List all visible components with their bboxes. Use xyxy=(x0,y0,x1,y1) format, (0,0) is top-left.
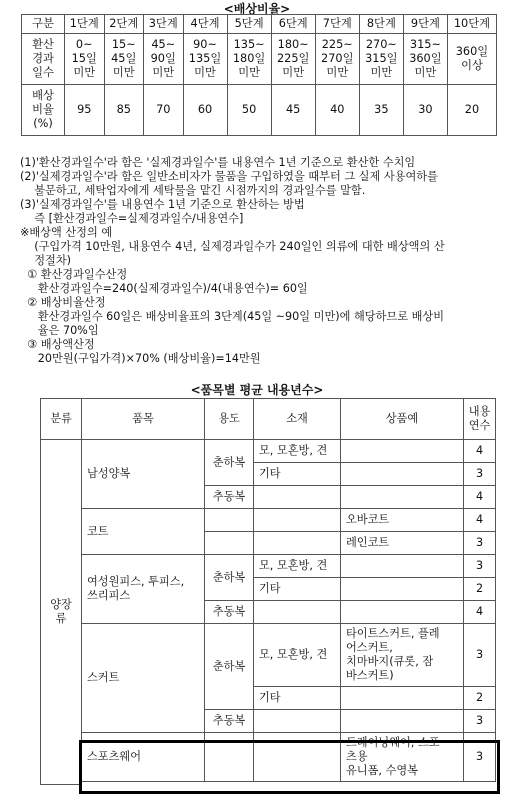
material-wool: 모, 모혼방, 견 xyxy=(254,440,341,463)
example-empty xyxy=(341,555,464,578)
material-empty xyxy=(254,601,341,624)
days-cell: 90~ 135일 미만 xyxy=(183,34,227,85)
days-cell: 0~ 15일 미만 xyxy=(65,34,105,85)
header-item: 품목 xyxy=(82,399,205,440)
item-sportswear: 스포츠웨어 xyxy=(82,733,205,782)
stage-cell: 7단계 xyxy=(315,15,359,34)
years-value: 2 xyxy=(464,687,496,710)
avg-years-table xyxy=(40,398,496,785)
stage-cell: 3단계 xyxy=(144,15,184,34)
note-line: ② 배상비율산정 xyxy=(20,296,106,309)
days-cell: 315~ 360일 미만 xyxy=(403,34,447,85)
years-value: 3 xyxy=(464,532,496,555)
days-cell: 135~ 180일 미만 xyxy=(227,34,271,85)
note-line: 정절차) xyxy=(20,254,72,267)
stage-cell: 2단계 xyxy=(104,15,144,34)
rate-cell: 60 xyxy=(183,85,227,136)
stage-cell: 4단계 xyxy=(183,15,227,34)
usage-spring: 춘하복 xyxy=(205,555,254,601)
example-overcoat: 오바코트 xyxy=(341,509,464,532)
rate-cell: 45 xyxy=(271,85,315,136)
stage-cell: 8단계 xyxy=(359,15,403,34)
years-value: 4 xyxy=(464,486,496,509)
stage-cell: 5단계 xyxy=(227,15,271,34)
usage-spring: 춘하복 xyxy=(205,440,254,486)
days-cell: 225~ 270일 미만 xyxy=(315,34,359,85)
note-line: 율은 70%임 xyxy=(20,324,99,337)
years-value: 3 xyxy=(464,555,496,578)
rate-cell: 35 xyxy=(359,85,403,136)
example-empty xyxy=(341,578,464,601)
rate-cell: 50 xyxy=(227,85,271,136)
note-line: (구입가격 10만원, 내용연수 4년, 실제경과일수가 240일인 의류에 대한 배상액의 산 xyxy=(20,240,445,253)
rate-cell: 40 xyxy=(315,85,359,136)
note-line: ③ 배상액산정 xyxy=(20,338,95,351)
note-line: 환산경과일수 60일은 배상비율표의 3단계(45일 ~90일 미만)에 해당하므로 배상비 xyxy=(20,310,445,323)
material-other: 기타 xyxy=(254,578,341,601)
stage-cell: 9단계 xyxy=(403,15,447,34)
note-line: (1)'환산경과일수'라 함은 '실제경과일수'를 내용연수 1년 기준으로 환산한 수치임 xyxy=(20,156,416,169)
years-value: 3 xyxy=(464,710,496,733)
usage-autumn: 추동복 xyxy=(205,601,254,624)
usage-empty xyxy=(205,509,254,532)
rate-table-title: <배상비율> xyxy=(223,2,291,16)
row-header-stage: 구분 xyxy=(22,15,65,34)
material-other: 기타 xyxy=(254,463,341,486)
example-sportswear: 트레이닝웨어, 스포 츠용 유니폼, 수영복 xyxy=(341,733,464,782)
note-line: (2)'실제경과일수'라 함은 일반소비자가 물품을 구입하였을 때부터 그 실제 사용여하를 xyxy=(20,170,438,183)
item-womens-dress: 여성원피스, 투피스, 쓰리피스 xyxy=(82,555,205,624)
material-other: 기타 xyxy=(254,687,341,710)
note-line: (3)'실제경과일수'를 내용연수 1년 기준으로 환산하는 방법 xyxy=(20,198,305,211)
note-line: 불문하고, 세탁업자에게 세탁물을 맡긴 시점까지의 경과일수를 말함. xyxy=(20,184,366,197)
note-line: ① 환산경과일수산정 xyxy=(20,268,128,281)
material-empty xyxy=(254,710,341,733)
example-empty xyxy=(341,687,464,710)
rate-cell: 30 xyxy=(403,85,447,136)
note-line: 환산경과일수=240(실제경과일수)/4(내용연수)= 60일 xyxy=(20,282,308,295)
usage-empty xyxy=(205,532,254,555)
item-coat: 코트 xyxy=(82,509,205,555)
example-empty xyxy=(341,486,464,509)
example-empty xyxy=(341,440,464,463)
rate-cell: 20 xyxy=(447,85,496,136)
days-row xyxy=(22,34,497,85)
note-line: ※배상액 산정의 예 xyxy=(20,226,113,239)
material-wool: 모, 모혼방, 견 xyxy=(254,624,341,687)
category-cell: 양장 류 xyxy=(41,440,82,785)
usage-spring: 춘하복 xyxy=(205,624,254,710)
row-header-days: 환산 경과 일수 xyxy=(22,34,65,85)
example-empty xyxy=(341,463,464,486)
stage-cell: 6단계 xyxy=(271,15,315,34)
stage-row xyxy=(22,15,497,34)
header-category: 분류 xyxy=(41,399,82,440)
years-value: 4 xyxy=(464,440,496,463)
years-value: 2 xyxy=(464,578,496,601)
note-line: 즉 [환산경과일수=실제경과일수/내용연수] xyxy=(20,212,244,225)
header-example: 상품예 xyxy=(341,399,464,440)
sportswear-highlight-box xyxy=(79,740,500,794)
rate-row xyxy=(22,85,497,136)
rate-cell: 70 xyxy=(144,85,184,136)
rate-cell: 85 xyxy=(104,85,144,136)
days-cell: 180~ 225일 미만 xyxy=(271,34,315,85)
days-cell: 45~ 90일 미만 xyxy=(144,34,184,85)
years-value: 4 xyxy=(464,601,496,624)
header-usage: 용도 xyxy=(205,399,254,440)
example-raincoat: 레인코트 xyxy=(341,532,464,555)
material-empty xyxy=(254,532,341,555)
days-cell: 360일 이상 xyxy=(447,34,496,85)
example-skirts: 타이트스커트, 플레 어스커트, 치마바지(큐롯, 잠 바스커트) xyxy=(341,624,464,687)
row-header-rate: 배상 비율 (%) xyxy=(22,85,65,136)
usage-autumn: 추동복 xyxy=(205,486,254,509)
item-skirt: 스커트 xyxy=(82,624,205,733)
notes-block xyxy=(20,156,506,366)
years-value: 3 xyxy=(464,463,496,486)
stage-cell: 1단계 xyxy=(65,15,105,34)
days-cell: 15~ 45일 미만 xyxy=(104,34,144,85)
days-cell: 270~ 315일 미만 xyxy=(359,34,403,85)
usage-autumn: 추동복 xyxy=(205,710,254,733)
item-mens-suit: 남성양복 xyxy=(82,440,205,509)
rate-cell: 95 xyxy=(65,85,105,136)
header-material: 소재 xyxy=(254,399,341,440)
example-empty xyxy=(341,710,464,733)
header-years: 내용 연수 xyxy=(464,399,496,440)
rate-table xyxy=(21,14,497,136)
note-line: 20만원(구입가격)×70% (배상비율)=14만원 xyxy=(20,352,261,365)
material-empty xyxy=(254,486,341,509)
years-value: 3 xyxy=(464,733,496,782)
avg-table-title: <품목별 평균 내용년수> xyxy=(190,383,324,397)
years-value: 4 xyxy=(464,509,496,532)
material-wool: 모, 모혼방, 견 xyxy=(254,555,341,578)
material-empty xyxy=(254,509,341,532)
years-value: 3 xyxy=(464,624,496,687)
example-empty xyxy=(341,601,464,624)
stage-cell: 10단계 xyxy=(447,15,496,34)
